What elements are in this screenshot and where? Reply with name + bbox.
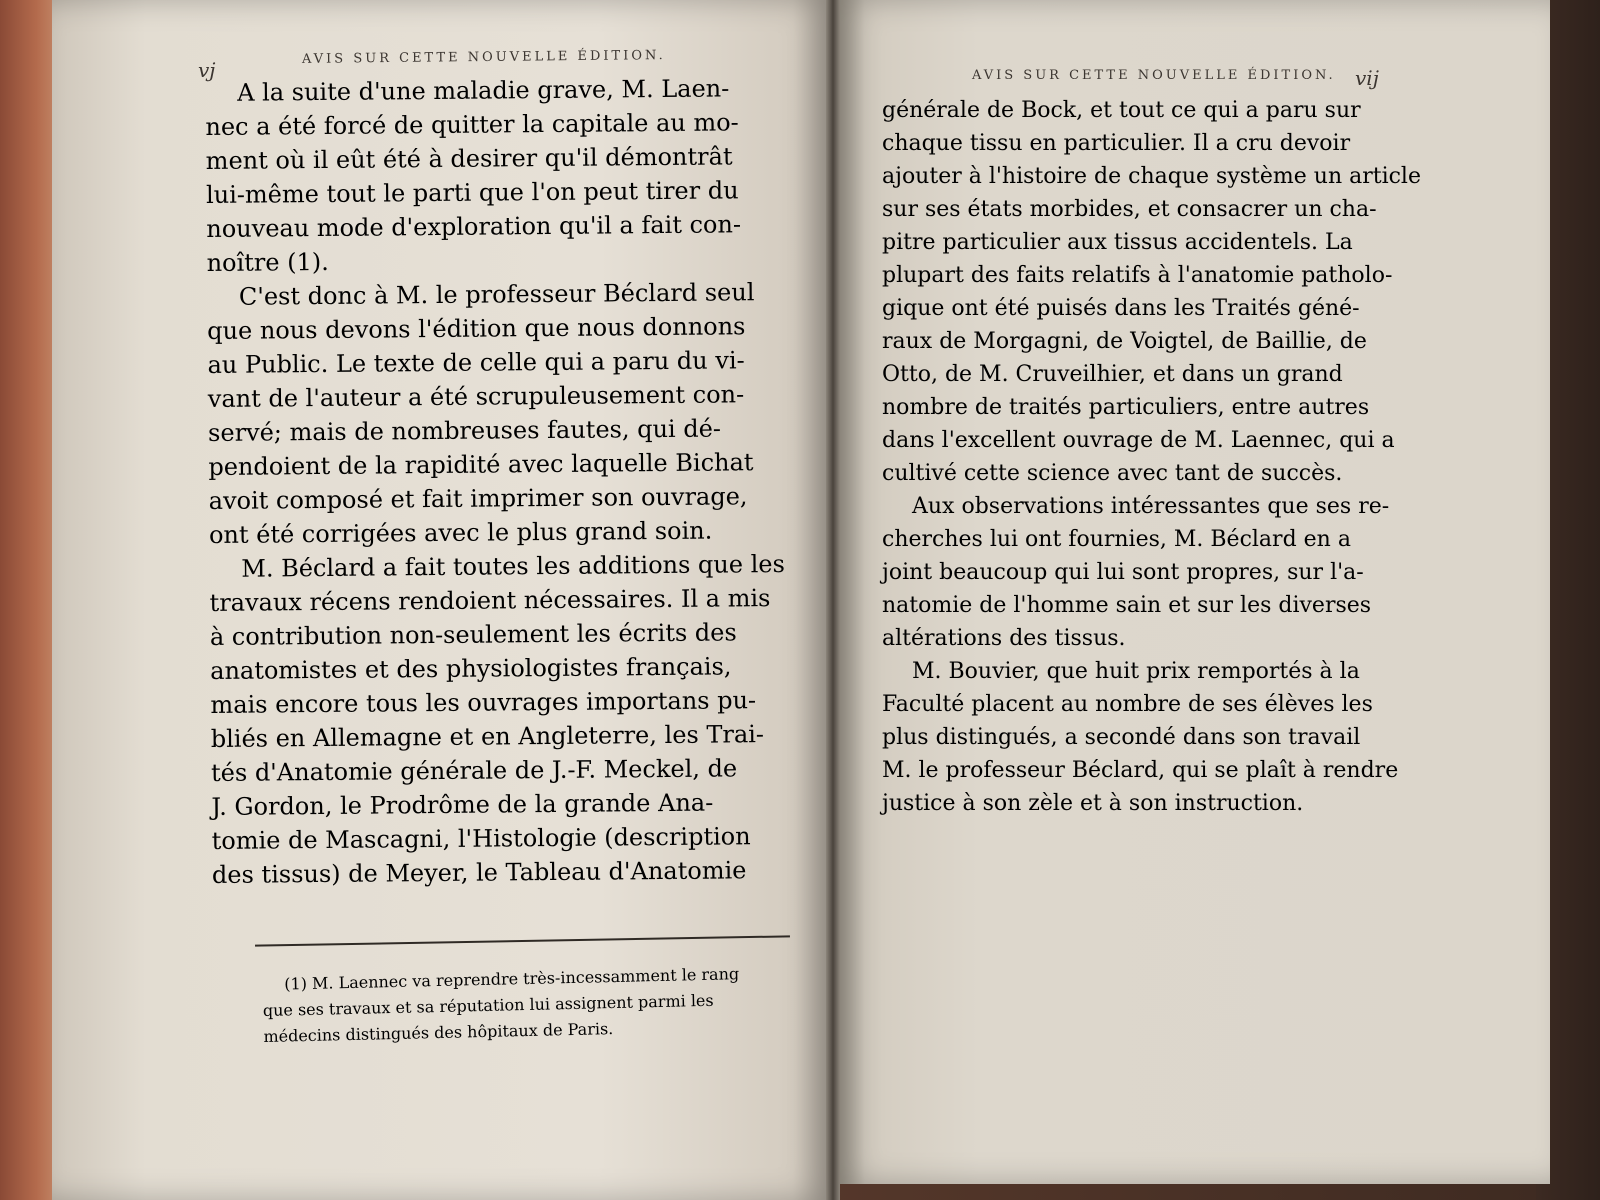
text-line: vant de l'auteur a été scrupuleusement con- <box>207 380 745 413</box>
text-line: pendoient de la rapidité avec laquelle Bichat <box>208 448 754 481</box>
text-line: cherches lui ont fournies, M. Béclard en a <box>882 527 1351 552</box>
text-line: altérations des tissus. <box>882 626 1126 651</box>
text-line: ont été corrigées avec le plus grand soin. <box>208 516 713 549</box>
text-line: noître (1). <box>206 247 329 277</box>
text-line: joint beaucoup qui lui sont propres, sur l'a- <box>882 560 1364 585</box>
text-line: travaux récens rendoient nécessaires. Il a mis <box>209 584 771 617</box>
text-line: ajouter à l'histoire de chaque système un article <box>882 164 1421 189</box>
text-line: C'est donc à M. le professeur Béclard seul <box>238 278 755 311</box>
text-line: nec a été forcé de quitter la capitale au mo- <box>205 108 739 141</box>
text-line: M. Béclard a fait toutes les additions que les <box>241 549 785 583</box>
right-page-body <box>882 94 1421 820</box>
text-line: pitre particulier aux tissus accidentels. La <box>882 230 1353 255</box>
text-line: générale de Bock, et tout ce qui a paru sur <box>882 98 1361 123</box>
text-line: gique ont été puisés dans les Traités géné- <box>882 296 1360 321</box>
right-page-folio: vij <box>1355 66 1379 90</box>
text-line: lui-même tout le parti que l'on peut tirer du <box>205 176 739 209</box>
text-line: A la suite d'une maladie grave, M. Laen- <box>237 74 730 107</box>
footnote-line: (1) M. Laennec va reprendre très-incessamment le rang <box>284 964 740 994</box>
footnote-line: médecins distingués des hôpitaux de Paris. <box>263 1019 614 1046</box>
text-line: M. Bouvier, que huit prix remportés à la <box>912 659 1360 684</box>
text-line: nombre de traités particuliers, entre autres <box>882 395 1370 420</box>
text-line: à contribution non-seulement les écrits des <box>209 618 737 651</box>
book-cover-edge <box>0 0 60 1200</box>
footnote-line: que ses travaux et sa réputation lui assignent parmi les <box>262 990 714 1020</box>
text-line: tomie de Mascagni, l'Histologie (description <box>211 822 751 855</box>
text-line: au Public. Le texte de celle qui a paru du vi- <box>207 346 745 379</box>
text-line: plus distingués, a secondé dans son travail <box>882 725 1361 750</box>
text-line: J. Gordon, le Prodrôme de la grande Ana- <box>211 788 714 821</box>
left-page-body <box>205 71 785 892</box>
text-line: cultivé cette science avec tant de succès. <box>882 461 1343 486</box>
text-line: nouveau mode d'exploration qu'il a fait con- <box>206 210 742 243</box>
text-line: dans l'excellent ouvrage de M. Laennec, qui a <box>882 428 1395 453</box>
text-line: Faculté placent au nombre de ses élèves les <box>882 692 1373 717</box>
text-line: natomie de l'homme sain et sur les diverses <box>882 593 1372 618</box>
text-line: tés d'Anatomie générale de J.-F. Meckel, de <box>210 754 738 787</box>
text-line: sur ses états morbides, et consacrer un cha- <box>882 197 1377 222</box>
text-line: mais encore tous les ouvrages importans pu- <box>210 686 757 719</box>
text-line: servé; mais de nombreuses fautes, qui dé- <box>207 414 722 447</box>
text-line: raux de Morgagni, de Voigtel, de Baillie, de <box>882 329 1367 354</box>
text-line: avoit composé et fait imprimer son ouvrage, <box>208 482 748 515</box>
left-page-folio: vj <box>198 58 216 82</box>
footnote <box>262 960 799 1050</box>
text-line: que nous devons l'édition que nous donnons <box>207 312 746 345</box>
text-line: plupart des faits relatifs à l'anatomie patholo- <box>882 263 1393 288</box>
text-line: M. le professeur Béclard, qui se plaît à rendre <box>882 758 1399 783</box>
book-gutter <box>826 0 840 1200</box>
text-line: chaque tissu en particulier. Il a cru devoir <box>882 131 1351 156</box>
left-running-head: AVIS SUR CETTE NOUVELLE ÉDITION. <box>301 48 666 67</box>
right-running-head: AVIS SUR CETTE NOUVELLE ÉDITION. <box>972 68 1336 83</box>
text-line: des tissus) de Meyer, le Tableau d'Anatomie <box>211 856 747 889</box>
text-line: bliés en Allemagne et en Angleterre, les Trai- <box>210 720 765 753</box>
text-line: Otto, de M. Cruveilhier, et dans un grand <box>882 362 1343 387</box>
text-line: anatomistes et des physiologistes français, <box>210 652 732 685</box>
text-line: Aux observations intéressantes que ses re- <box>912 494 1390 519</box>
text-line: ment où il eût été à desirer qu'il démontrât <box>205 142 733 175</box>
text-line: justice à son zèle et à son instruction. <box>882 791 1304 816</box>
